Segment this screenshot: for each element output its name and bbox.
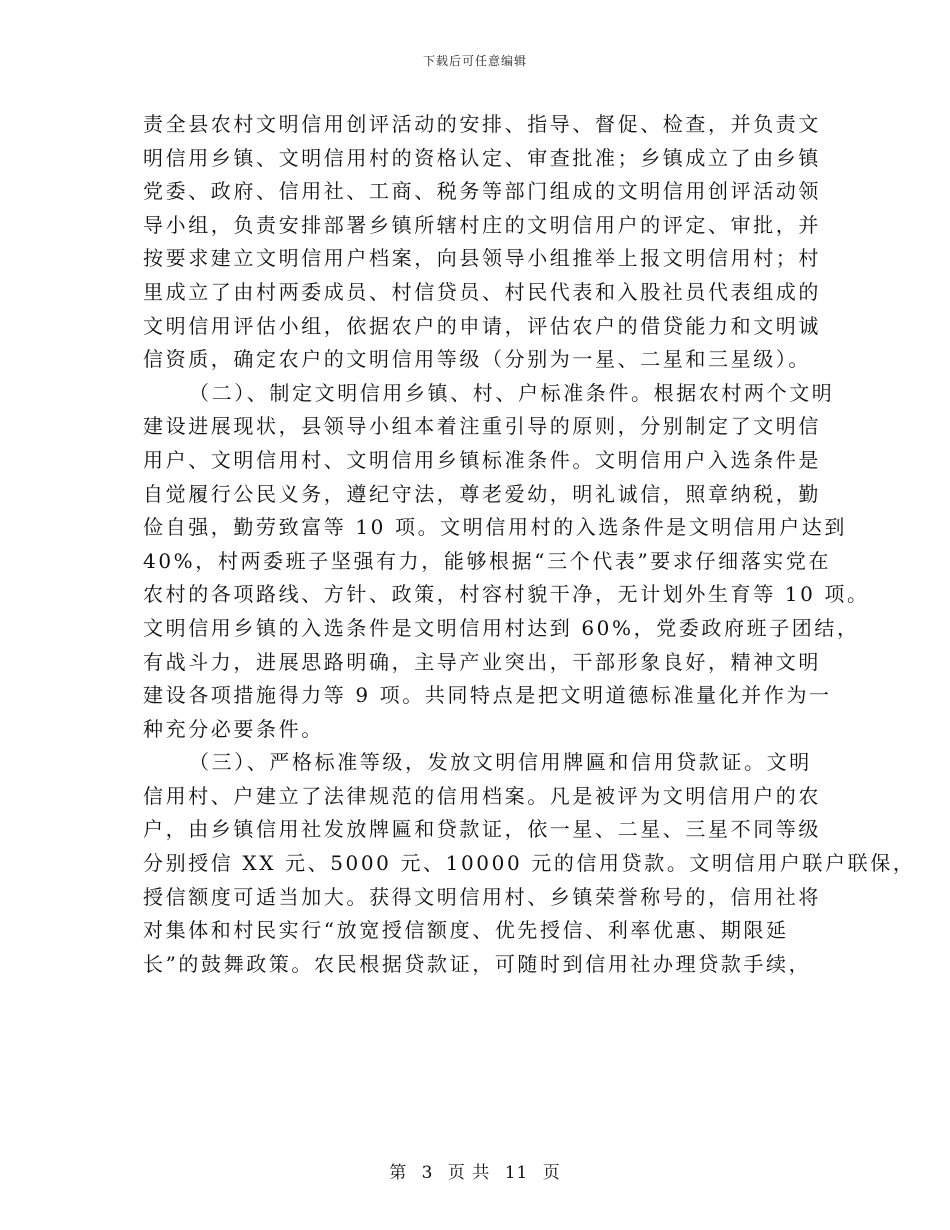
page-header: 下载后可任意编辑	[422, 54, 527, 68]
text-line: 建设进展现状，县领导小组本着注重引导的原则，分别制定了文明信	[143, 414, 821, 439]
text-line: 种充分必要条件。	[143, 716, 324, 741]
footer-mid: 页 共	[447, 1163, 491, 1183]
text-line: 导小组，负责安排部署乡镇所辖村庄的文明信用户的评定、审批，并	[143, 212, 821, 237]
text-line: 按要求建立文明信用户档案，向县领导小组推举上报文明信用村；村	[143, 246, 821, 271]
total-pages-number: 11	[504, 1163, 529, 1183]
text-line: 明信用乡镇、文明信用村的资格认定、审查批准；乡镇成立了由乡镇	[143, 145, 821, 170]
text-line: 自觉履行公民义务，遵纪守法，尊老爱幼，明礼诚信，照章纳税，勤	[143, 481, 821, 506]
text-line: 户，由乡镇信用社发放牌匾和贷款证，依一星、二星、三星不同等级	[143, 817, 821, 842]
text-line: 文明信用乡镇的入选条件是文明信用村达到 60%，党委政府班子团结，	[143, 615, 860, 640]
current-page-number: 3	[421, 1163, 434, 1183]
text-line: 信用村、户建立了法律规范的信用档案。凡是被评为文明信用户的农	[143, 783, 821, 808]
text-line: 授信额度可适当加大。获得文明信用村、乡镇荣誉称号的，信用社将	[143, 884, 821, 909]
text-line: 对集体和村民实行“放宽授信额度、优先授信、利率优惠、期限延	[143, 918, 789, 943]
text-line: 信资质，确定农户的文明信用等级（分别为一星、二星和三星级）。	[143, 347, 811, 372]
text-line: 用户、文明信用村、文明信用乡镇标准条件。文明信用户入选条件是	[143, 447, 821, 472]
text-line: 农村的各项路线、方针、政策，村容村貌干净，无计划外生育等 10 项。	[143, 582, 870, 607]
footer-prefix: 第	[389, 1163, 408, 1183]
text-line: 里成立了由村两委成员、村信贷员、村民代表和入股社员代表组成的	[143, 279, 821, 304]
text-line: 俭自强，勤劳致富等 10 项。文明信用村的入选条件是文明信用户达到	[143, 515, 847, 540]
text-line: 40%，村两委班子坚强有力，能够根据“三个代表”要求仔细落实党在	[143, 548, 832, 573]
text-line: 长”的鼓舞政策。农民根据贷款证，可随时到信用社办理贷款手续，	[143, 951, 812, 976]
paragraph-start-line: （三）、严格标准等级，发放文明信用牌匾和信用贷款证。文明	[189, 750, 812, 775]
footer-suffix: 页	[542, 1163, 561, 1183]
document-body	[143, 108, 916, 981]
text-line: 党委、政府、信用社、工商、税务等部门组成的文明信用创评活动领	[143, 179, 821, 204]
text-line: 分别授信 XX 元、5000 元、10000 元的信用贷款。文明信用户联户联保，	[143, 851, 916, 876]
paragraph-start-line: （二）、制定文明信用乡镇、村、户标准条件。根据农村两个文明	[189, 380, 835, 405]
text-line: 有战斗力，进展思路明确，主导产业突出，干部形象良好，精神文明	[143, 649, 821, 674]
text-line: 文明信用评估小组，依据农户的申请，评估农户的借贷能力和文明诚	[143, 313, 821, 338]
text-line: 责全县农村文明信用创评活动的安排、指导、督促、检查，并负责文	[143, 112, 821, 136]
text-line: 建设各项措施得力等 9 项。共同特点是把文明道德标准量化并作为一	[143, 683, 832, 708]
page-footer	[0, 1158, 950, 1183]
